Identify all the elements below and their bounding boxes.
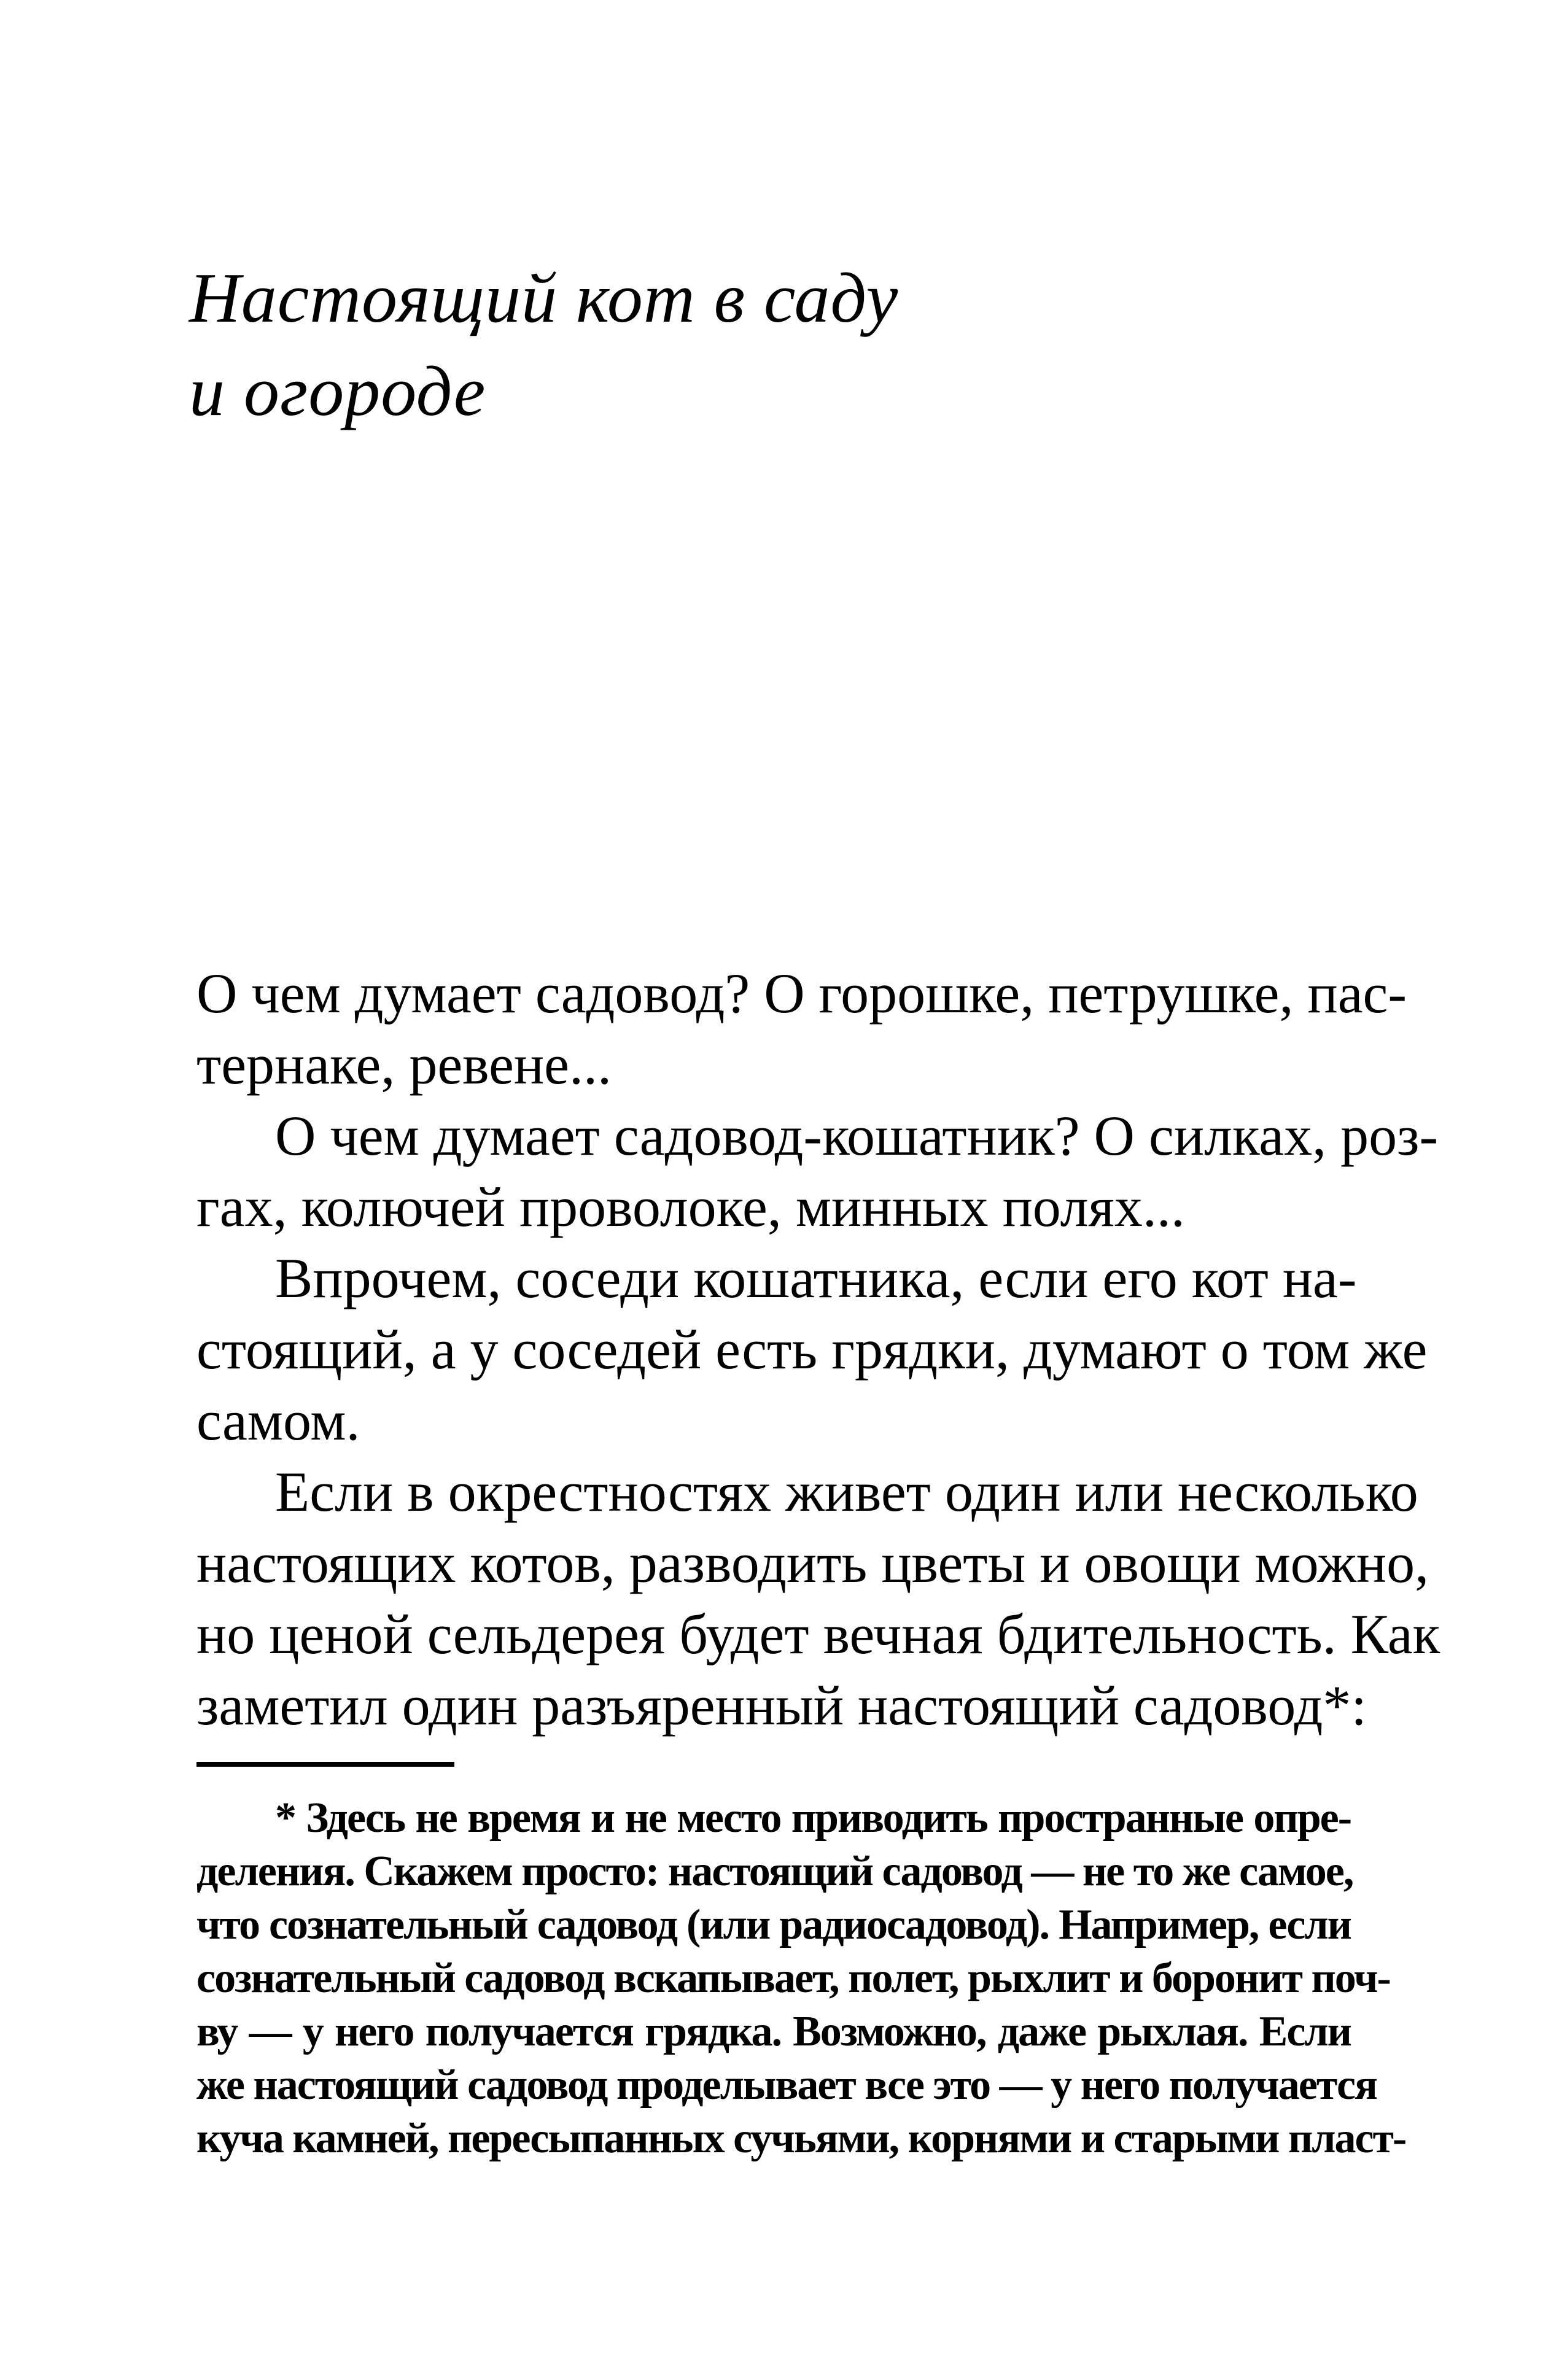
footnote-divider [196,1762,454,1767]
text-line: гах, колючей проволоке, минных полях... [196,1176,1185,1238]
footnote-line: * Здесь не время и не место приводить пространные опре- [275,1794,1351,1842]
paragraph-1 [196,958,1407,1100]
paragraph-4 [196,1456,1440,1741]
paragraph-2 [196,1100,1439,1242]
text-line: заметил один разъяренный настоящий садовод*: [196,1674,1367,1737]
text-line: самом. [196,1389,360,1452]
text-line: О чем думает садовод? О горошке, петрушке, пас- [196,962,1407,1025]
text-line: Впрочем, соседи кошатника, если его кот на- [275,1247,1357,1309]
footnote-line: куча камней, пересыпанных сучьями, корнями и старыми пласт- [196,2115,1406,2162]
chapter-title-line: Настоящий кот в саду [189,259,899,338]
paragraph-3 [196,1242,1428,1456]
text-line: тернаке, ревене... [196,1033,612,1096]
chapter-title [189,252,1356,438]
text-line: стоящий, а у соседей есть грядки, думают о том же [196,1318,1428,1381]
text-line: но ценой сельдерея будет вечная бдительность. Как [196,1603,1440,1665]
footnote-line: деления. Скажем просто: настоящий садовод — не то же самое, [196,1848,1353,1895]
chapter-title-line: и огороде [189,352,486,431]
text-line: Если в окрестностях живет один или несколько [275,1460,1418,1523]
footnote-line: что сознательный садовод (или радиосадовод). Например, если [196,1901,1351,1948]
text-line: О чем думает садовод-кошатник? О силках, роз- [275,1104,1439,1167]
body-text [196,958,1440,1741]
text-line: настоящих котов, разводить цветы и овощи можно, [196,1532,1429,1594]
footnote-line: же настоящий садовод проделывает все это — у него получается [196,2061,1377,2109]
footnote-line: сознательный садовод вскапывает, полет, рыхлит и боронит поч- [196,1955,1390,2002]
footnote-line: ву — у него получается грядка. Возможно, даже рыхлая. Если [196,2008,1351,2055]
footnote [196,1791,1406,2165]
